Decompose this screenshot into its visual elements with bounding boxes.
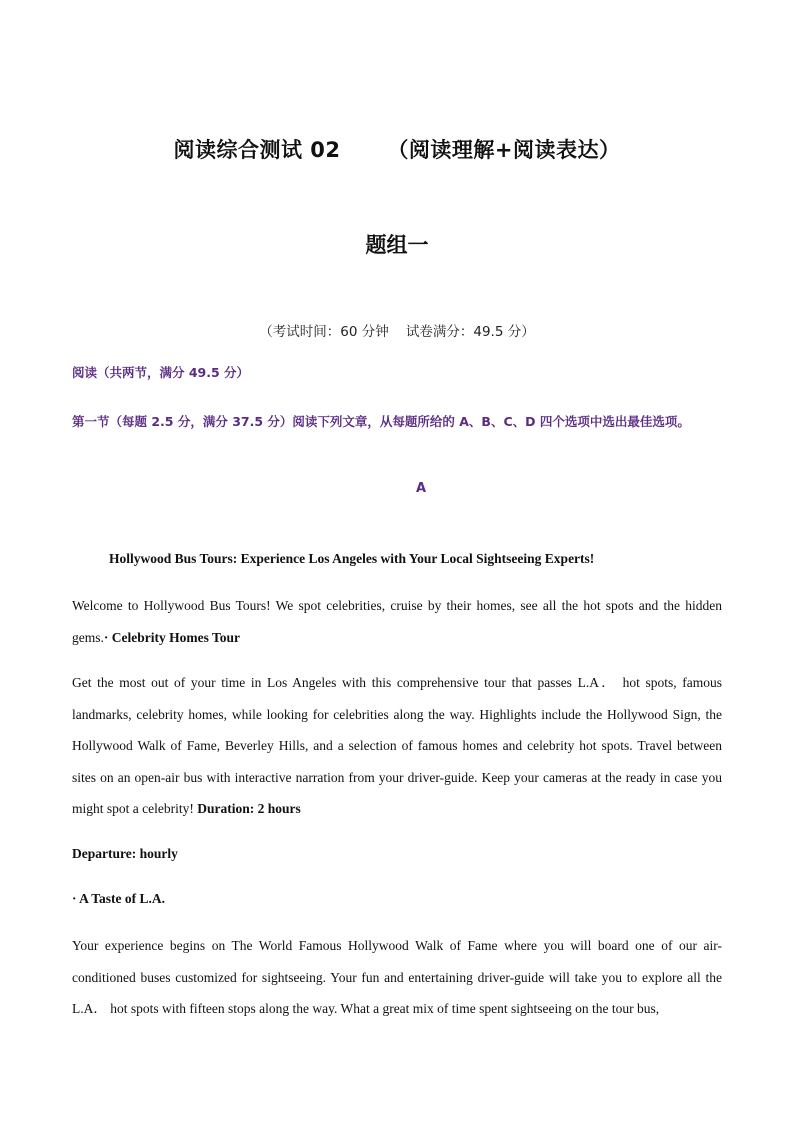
taste-of-la-heading: · A Taste of L.A. [72,891,166,906]
celebrity-homes-heading: · Celebrity Homes Tour [103,629,240,645]
celebrity-homes-duration: Duration: 2 hours [193,801,301,817]
section-one-instructions: 第一节（每题 2.5 分，满分 37.5 分）阅读下列文章，从每题所给的 A、B、C、D 四个选项中选出最佳选项。 [72,414,690,429]
celebrity-homes-departure: Departure: hourly [72,846,178,861]
passage-title: Hollywood Bus Tours: Experience Los Angeles with Your Local Sightseeing Experts! [109,551,595,566]
section-heading: 阅读（共两节，满分 49.5 分） [72,365,250,380]
taste-of-la-text: Your experience begins on The World Famous Hollywood Walk of Fame where you will board one of our air-conditioned buses customized for sightseeing. Your fun and entertaining driver-guide will take you to explore all the L.A． hot spots with fifteen stops along the way. What a great mix of time spent sightseeing on the tour bus, [72,938,722,1017]
celebrity-homes-text: Get the most out of your time in Los Angeles with this comprehensive tour that passes L.A． hot spots, famous landmarks, celebrity homes, while looking for celebrities along the way. Highlights include the Hollywood Sign, the Hollywood Walk of Fame, Beverley Hills, and a selection of famous homes and celebrity hot spots. Travel between sites on an open-air bus with interactive narration from your driver-guide. Keep your cameras at the ready in case you might spot a celebrity! [72,675,722,817]
taste-of-la-paragraph [72,930,722,1025]
page-subtitle: 题组一 [365,233,429,257]
intro-text: Welcome to Hollywood Bus Tours! We spot celebrities, cruise by their homes, see all the hot spots and the hidden gems. [72,598,722,645]
intro-paragraph [72,590,722,653]
passage-letter: A [415,481,427,496]
page-title: 阅读综合测试 02 （阅读理解+阅读表达） [173,138,621,162]
celebrity-homes-paragraph [72,667,722,825]
exam-info: （考试时间：60 分钟 试卷满分：49.5 分） [259,324,535,340]
